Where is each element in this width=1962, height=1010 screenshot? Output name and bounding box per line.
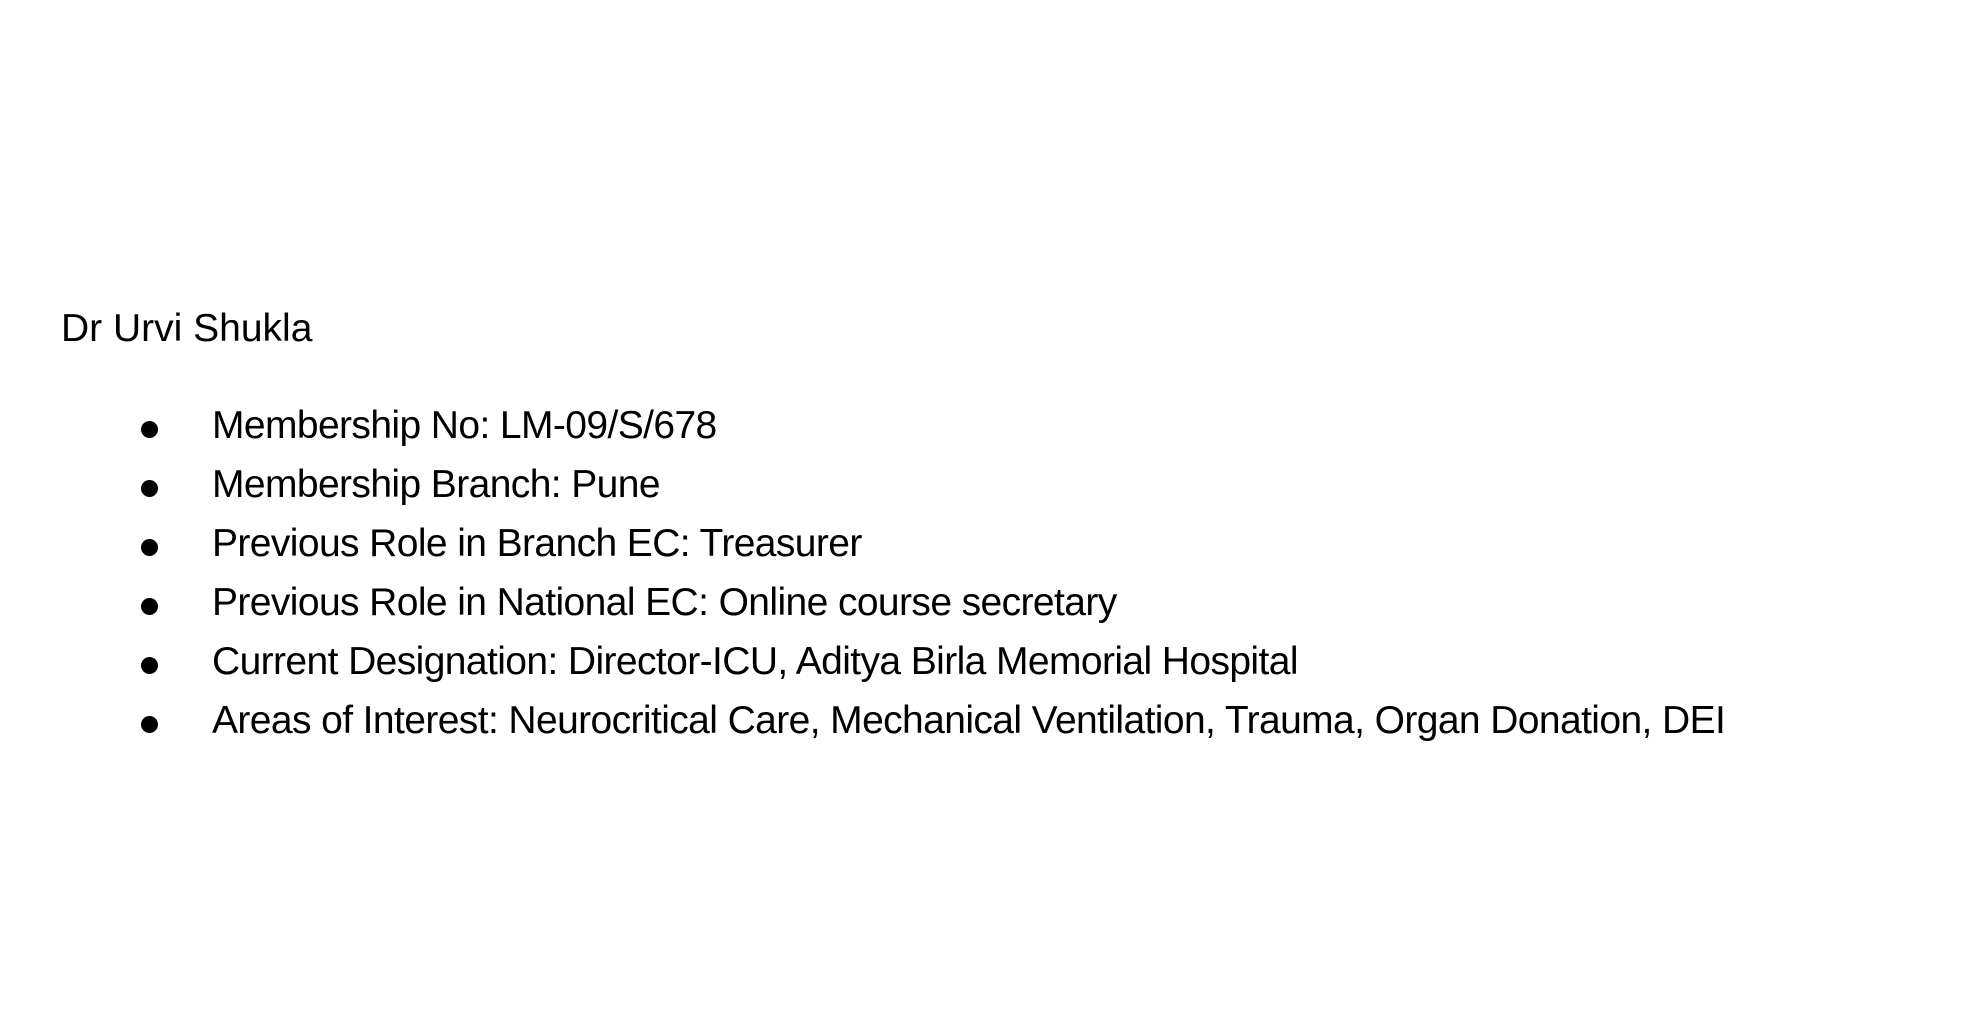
current-designation: Current Designation: Director-ICU, Aditya Birla Memorial Hospital [212,640,1298,683]
bullet-icon [141,480,158,497]
bullet-icon [141,539,158,556]
bullet-icon [141,716,158,733]
bullet-icon [141,598,158,615]
previous-national-role: Previous Role in National EC: Online course secretary [212,581,1117,624]
membership-number: Membership No: LM-09/S/678 [212,404,717,447]
bullet-icon [141,657,158,674]
areas-of-interest: Areas of Interest: Neurocritical Care, Mechanical Ventilation, Trauma, Organ Donation, DEI [212,699,1726,742]
previous-branch-role: Previous Role in Branch EC: Treasurer [212,522,862,565]
membership-branch: Membership Branch: Pune [212,463,660,506]
bullet-icon [141,421,158,438]
person-name: Dr Urvi Shukla [61,307,313,350]
